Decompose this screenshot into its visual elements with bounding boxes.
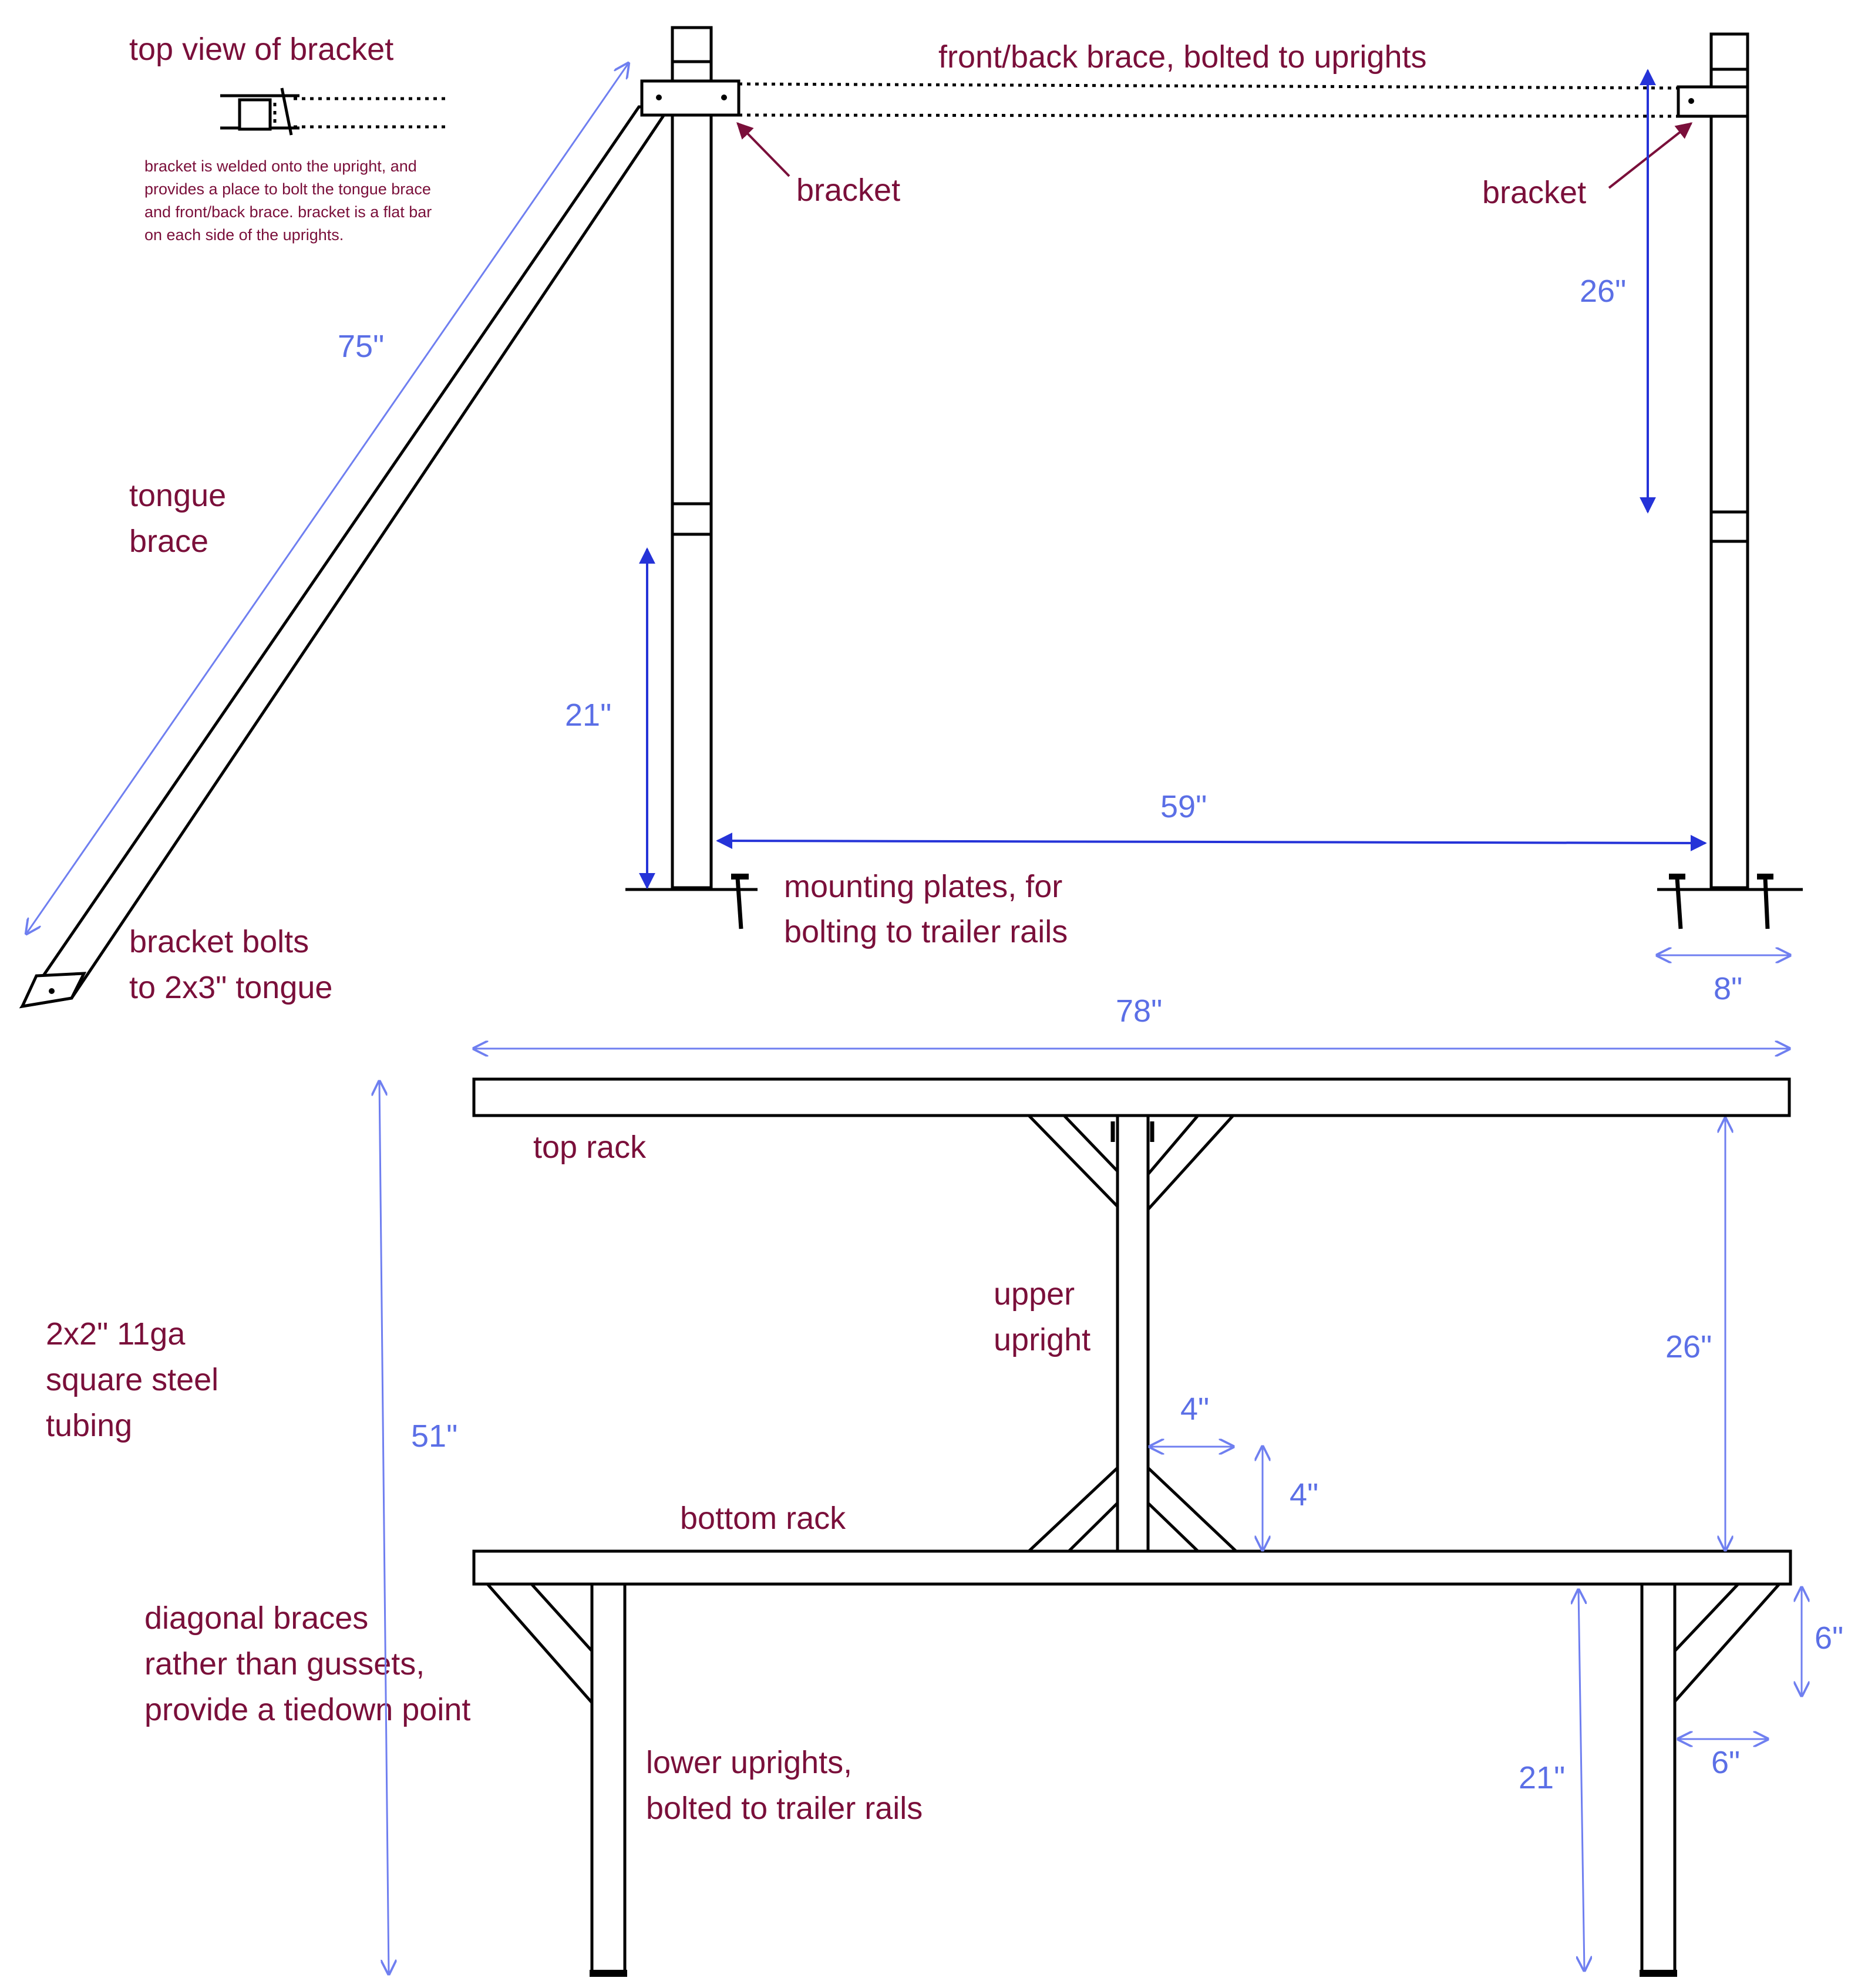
upper-upright-label-1: upper [994,1276,1075,1312]
upright-spacing-dimension [718,841,1705,843]
lower-height-value: 21" [565,698,612,733]
tubing-label-1: 2x2" 11ga [46,1316,186,1352]
lower-upright-height-dimension [1578,1590,1584,1970]
total-height-value: 51" [411,1418,458,1454]
lower-upright-height-value: 21" [1519,1760,1566,1795]
lower-brace-right [1675,1584,1779,1701]
bracket-note-line-2: provides a place to bolt the tongue brace [144,180,431,198]
brace-vertical-value: 4" [1290,1477,1319,1512]
bracket-bolts-label-2: to 2x3" tongue [129,970,333,1005]
upright-spacing-value: 59" [1160,789,1207,824]
bottom-brace-right [1148,1468,1236,1551]
tongue-brace-label-2: brace [129,524,209,559]
bottom-rack [474,1551,1790,1584]
lower-brace-left [487,1584,592,1703]
diagonal-braces-label-2: rather than gussets, [144,1646,425,1682]
front-upright-sleeve [672,504,711,534]
mounting-plates-label-2: bolting to trailer rails [784,914,1068,949]
lower-brace-vertical-value: 6" [1815,1620,1844,1656]
lower-uprights-label-2: bolted to trailer rails [646,1791,923,1826]
top-rack-label: top rack [533,1130,647,1165]
diagonal-braces-label-3: provide a tiedown point [144,1692,471,1727]
mounting-plates-label-1: mounting plates, for [784,869,1063,904]
front-back-brace-top [739,84,1678,88]
rack-length-value: 78" [1116,993,1163,1029]
upper-height-value: 26" [1580,274,1627,309]
diagonal-braces-label-1: diagonal braces [144,1600,369,1636]
rear-bracket-label: bracket [1482,175,1587,210]
bracket-note-line-1: bracket is welded onto the upright, and [144,157,417,175]
lower-upright-right [1642,1584,1675,1975]
tubing-label-2: square steel [46,1362,219,1397]
tongue-length-value: 75" [338,329,385,364]
total-height-dimension [379,1081,389,1974]
bracket-bolts-label-1: bracket bolts [129,924,309,959]
rear-upright [1711,34,1748,888]
rear-upright-sleeve [1711,512,1748,541]
top-brace-left [1029,1116,1120,1209]
tongue-brace-label-1: tongue [129,478,227,513]
upper-upright [1118,1116,1148,1551]
upper-upright-label-2: upright [994,1322,1091,1357]
tubing-label-3: tubing [46,1408,133,1443]
bottom-rack-label: bottom rack [680,1501,846,1536]
top-rack [474,1079,1789,1116]
bracket-note-line-4: on each side of the uprights. [144,226,344,244]
top-brace-right [1148,1116,1233,1209]
bracket-note-line-3: and front/back brace. bracket is a flat bar [144,203,432,221]
rack-gap-value: 26" [1665,1329,1712,1364]
front-bracket-label: bracket [796,173,901,208]
plate-width-value: 8" [1714,971,1743,1006]
bracket-top-view [220,88,449,135]
lower-upright-left [592,1584,625,1975]
brace-horizontal-value: 4" [1180,1391,1210,1427]
front-back-brace-label: front/back brace, bolted to uprights [938,39,1427,75]
front-upright [672,28,711,888]
top-view-title: top view of bracket [129,32,394,67]
tongue-bolt-hole [49,988,55,994]
front-back-brace-bottom [739,115,1678,116]
tongue-brace [22,107,669,1006]
lower-brace-horizontal-value: 6" [1711,1745,1741,1780]
bottom-brace-left [1029,1468,1118,1551]
lower-uprights-label-1: lower uprights, [646,1745,853,1780]
